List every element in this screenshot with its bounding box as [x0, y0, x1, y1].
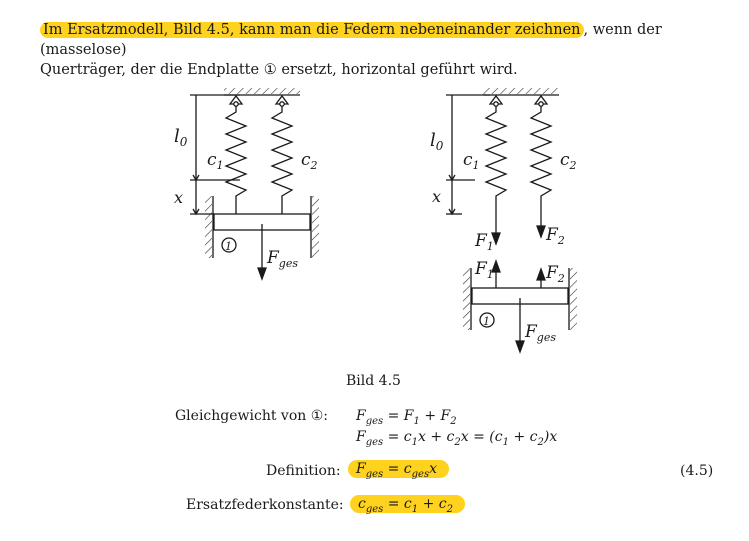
left-l0-label: $l_0$: [174, 126, 188, 149]
right-diagram: [446, 88, 577, 352]
right-c2-label: $c_2$: [560, 150, 577, 172]
figure-caption: Bild 4.5: [346, 373, 401, 389]
line2-after: ersetzt, horizontal geführt wird.: [281, 62, 518, 78]
equation-2: $F_{ges} = c_1x + c_2x = (c_1 + c_2)x$: [356, 429, 558, 448]
right-f1-lower-label: $F_1$: [475, 259, 494, 281]
line1-rest: , wenn der (masselose): [40, 22, 662, 58]
equilibrium-label: Gleichgewicht von ①:: [175, 408, 328, 424]
endplate-marker: ①: [263, 62, 277, 78]
spring-constant-label: Ersatzfederkonstante:: [186, 497, 344, 513]
right-marker-label: 1: [483, 315, 490, 328]
left-force-label: $F_{ges}$: [267, 248, 298, 270]
right-l0-label: $l_0$: [430, 130, 444, 153]
spring-constant-equation: $c_{ges} = c_1 + c_2$: [350, 496, 465, 515]
definition-label: Definition:: [266, 463, 341, 479]
right-f2-lower-label: $F_2$: [546, 263, 565, 285]
right-f2-upper-label: $F_2$: [546, 225, 565, 247]
left-marker-label: 1: [225, 240, 232, 253]
right-force-label: $F_{ges}$: [525, 322, 556, 344]
right-c1-label: $c_1$: [463, 150, 480, 172]
left-x-label: x: [174, 188, 184, 207]
left-c1-label: $c_1$: [207, 150, 224, 172]
right-x-label: x: [432, 187, 442, 206]
left-diagram: [190, 88, 319, 279]
line2-before: Querträger, der die Endplatte: [40, 62, 260, 78]
equation-1: $F_{ges} = F_1 + F_2$: [356, 408, 457, 427]
highlighted-text: Im Ersatzmodell, Bild 4.5, kann man die Federn nebeneinander zeichnen: [40, 22, 584, 38]
definition-equation: $F_{ges} = c_{ges}x$: [348, 461, 449, 480]
right-f1-upper-label: $F_1$: [475, 231, 494, 253]
equation-number: (4.5): [680, 463, 714, 479]
left-c2-label: $c_2$: [301, 150, 318, 172]
